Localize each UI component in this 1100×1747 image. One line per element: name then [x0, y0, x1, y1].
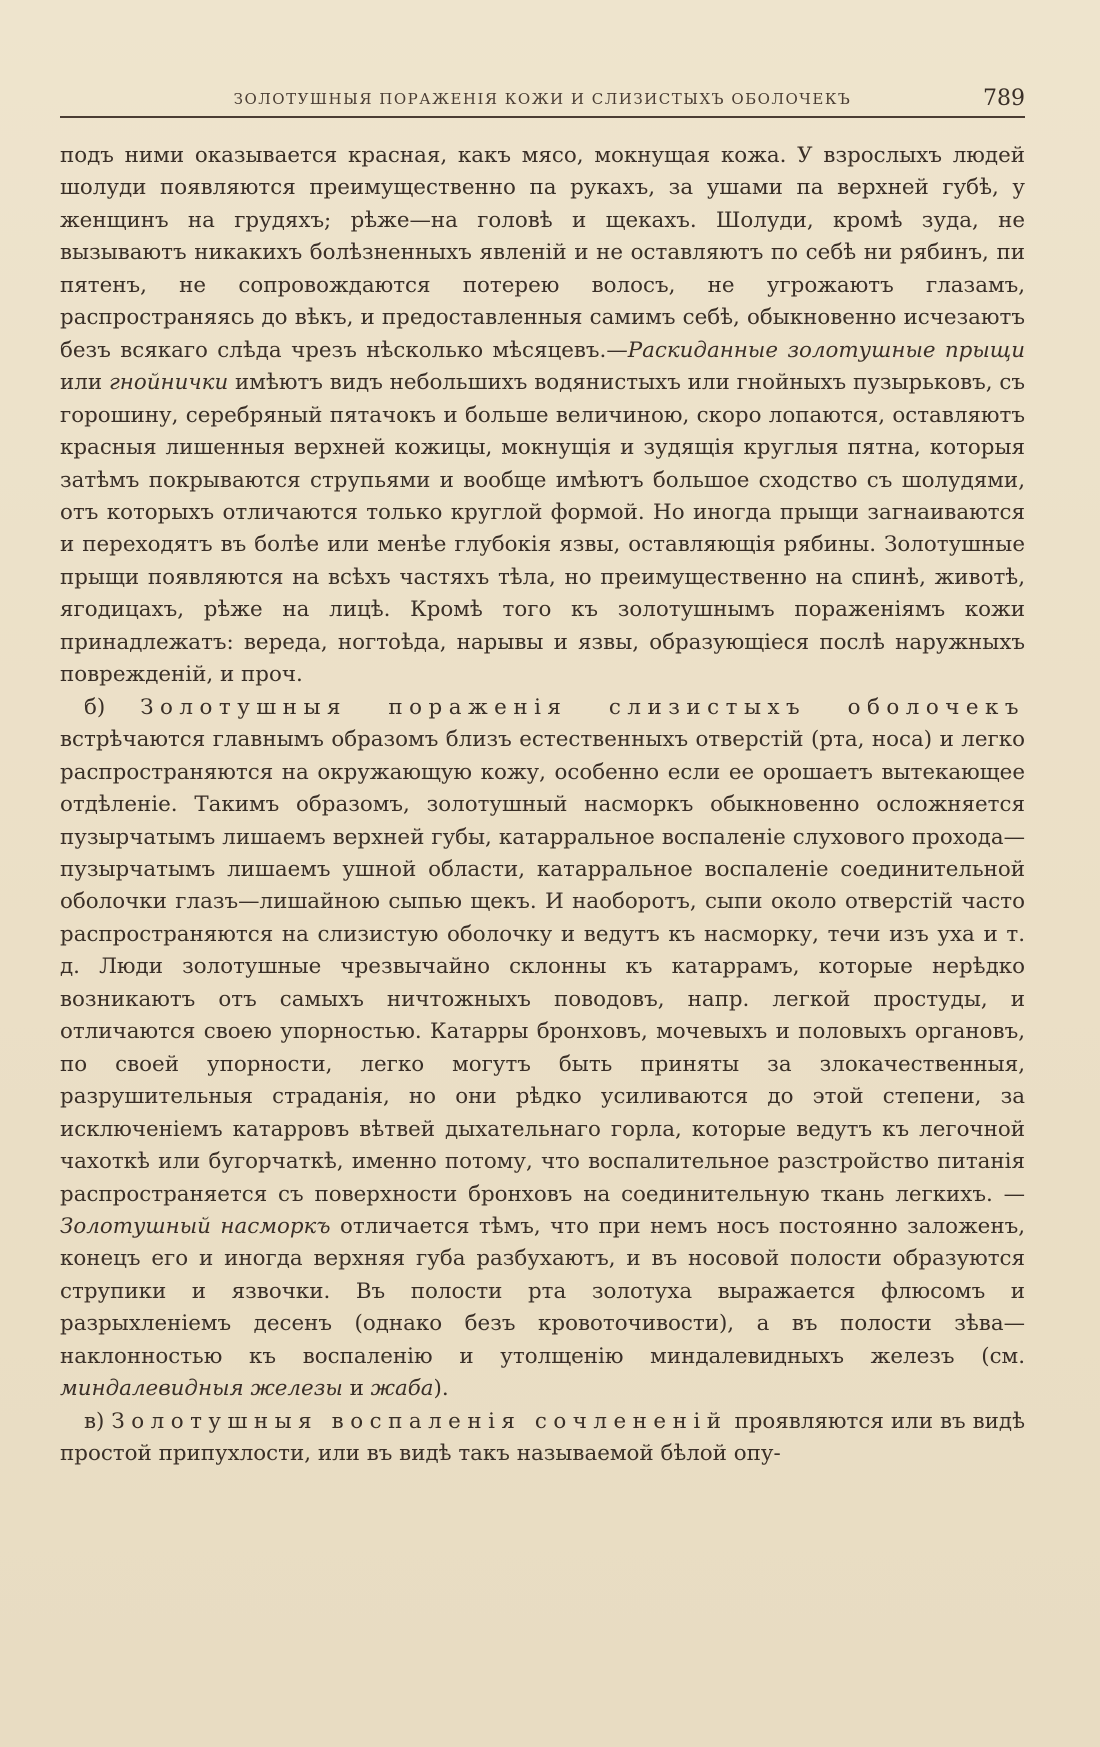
running-head: ЗОЛОТУШНЫЯ ПОРАЖЕНІЯ КОЖИ И СЛИЗИСТЫХЪ ОБОЛОЧЕКЪ [233, 90, 852, 108]
page-header [60, 86, 1025, 118]
italic-term: миндалевидныя железы [60, 1376, 343, 1402]
italic-term: гнойнички [108, 370, 229, 396]
italic-term: жаба [370, 1376, 434, 1402]
italic-term: Золотушный насморкъ [60, 1213, 331, 1239]
para-text: или [60, 370, 109, 396]
para-text: встрѣчаются главнымъ образомъ близъ естественныхъ отверстій (рта, носа) и легко распространяются на окружающую кожу, особенно если ее орошаетъ вытекающее отдѣленіе. Такимъ образомъ, золотушный насморкъ обыкновенно осложняется пузырчатымъ лишаемъ верхней губы, катарральное воспаленіе слухового прохода—пузырчатымъ лишаемъ ушной области, катарральное воспаленіе соединительной оболочки глазъ—лишайною сыпью щекъ. И наоборотъ, сыпи около отверстій часто распространяются на слизистую оболочку и ведутъ къ насморку, течи изъ уха и т. д. Люди золотушные чрезвычайно склонны къ катаррамъ, которые нерѣдко возникаютъ отъ самыхъ ничтожныхъ поводовъ, напр. легкой простуды, и отличаются своею упорностью. Катарры бронховъ, мочевыхъ и половыхъ органовъ, по своей упорности, легко могутъ быть приняты за злокачественныя, разрушительныя страданія, но они рѣдко усиливаются до этой степени, за исключеніемъ катарровъ вѣтвей дыхательнаго горла, которые ведутъ къ легочной чахоткѣ или бугорчаткѣ, именно потому, что воспалительное разстройство питанія распространяется съ поверхности бронховъ на соединительную ткань легкихъ. — [60, 727, 1025, 1207]
italic-term: Раскиданные золотушные прыщи [627, 337, 1025, 363]
section-heading: Золотушныя пораженія слизистыхъ оболочекъ [140, 694, 1025, 720]
section-heading: Золотушныя воспаленія сочлененій [111, 1408, 728, 1434]
paragraph-1 [60, 140, 1025, 692]
para-text: подъ ними оказывается красная, какъ мясо, мокнущая кожа. У взрослыхъ людей шолуди появляются преимущественно па рукахъ, за ушами па верхней губѣ, у женщинъ на грудяхъ; рѣже—на головѣ и щекахъ. Шолуди, кромѣ зуда, не вызываютъ никакихъ болѣзненныхъ явленій и не оставляютъ по себѣ ни рябинъ, пи пятенъ, не сопровождаются потерею волосъ, не угрожаютъ глазамъ, распространяясь до вѣкъ, и предоставленныя самимъ себѣ, обыкновенно исчезаютъ безъ всякаго слѣда чрезъ нѣсколько мѣсяцевъ.— [60, 143, 1025, 363]
page-number: 789 [983, 86, 1025, 111]
paragraph-2 [60, 692, 1025, 1406]
paragraph-3 [60, 1406, 1025, 1471]
para-text: проявляются или въ видѣ простой припухлости, или въ видѣ такъ называемой бѣлой опу- [60, 1408, 1025, 1467]
para-text: имѣютъ видъ небольшихъ водянистыхъ или гнойныхъ пузырьковъ, съ горошину, серебряный пятачокъ и больше величиною, скоро лопаются, оставляютъ красныя лишенныя верхней кожицы, мокнущія и зудящія круглыя пятна, которыя затѣмъ покрываются струпьями и вообще имѣютъ большое сходство съ шолудями, отъ которыхъ отличаются только круглой формой. Но иногда прыщи загнаиваются и переходятъ въ болѣе или менѣе глубокія язвы, оставляющія рябины. Золотушные прыщи появляются на всѣхъ частяхъ тѣла, но преимущественно на спинѣ, животѣ, ягодицахъ, рѣже на лицѣ. Кромѣ того къ золотушнымъ пораженіямъ кожи принадлежатъ: вереда, ногтоѣда, нарывы и язвы, образующіеся послѣ наружныхъ поврежденій, и проч. [60, 370, 1025, 688]
para-text: и [342, 1376, 371, 1402]
section-marker: в) [84, 1408, 105, 1434]
section-marker: б) [84, 694, 106, 720]
para-text: отличается тѣмъ, что при немъ носъ постоянно заложенъ, конецъ его и иногда верхняя губа разбухаютъ, и въ носовой полости образуются струпики и язвочки. Въ полости рта золотуха выражается флюсомъ и разрыхленіемъ десенъ (однако безъ кровоточивости), а въ полости зѣва—наклонностью къ воспаленію и утолщенію миндалевидныхъ железъ (см. [60, 1213, 1026, 1369]
body-text [60, 140, 1025, 1471]
para-text: ). [433, 1376, 449, 1402]
